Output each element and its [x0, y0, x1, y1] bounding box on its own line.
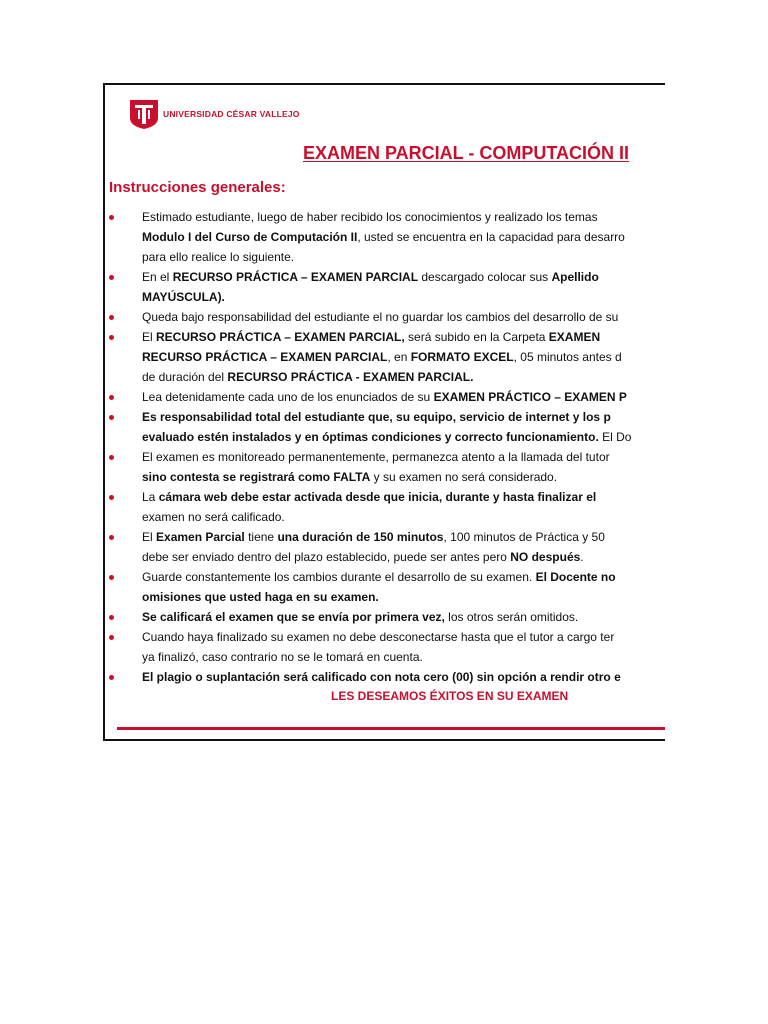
- instruction-text: , usted se encuentra en la capacidad para desarro: [357, 230, 625, 244]
- instruction-text: ya finalizó, caso contrario no se le tomará en cuenta.: [142, 650, 423, 664]
- instruction-line: [142, 667, 665, 687]
- bullet-icon: [109, 275, 114, 280]
- instruction-line: [142, 207, 665, 227]
- bold-text: Examen Parcial: [156, 530, 245, 544]
- instruction-line: [142, 227, 665, 247]
- instruction-text: El: [142, 330, 157, 344]
- bold-text: Apellido: [551, 270, 599, 284]
- instruction-text: para ello realice lo siguiente.: [142, 250, 295, 264]
- instruction-line: [142, 307, 665, 327]
- instruction-line: [142, 547, 665, 567]
- instruction-text: Lea detenidamente cada uno de los enunciados de su: [142, 390, 434, 404]
- instruction-line: [142, 487, 665, 507]
- instruction-text: En el: [142, 270, 173, 284]
- instruction-line: [142, 607, 665, 627]
- closing-message: LES DESEAMOS ÉXITOS EN SU EXAMEN: [331, 689, 569, 703]
- bullet-icon: [109, 395, 114, 400]
- bold-text: FORMATO EXCEL: [410, 350, 514, 364]
- instruction-line: [142, 387, 665, 407]
- exam-sheet: [103, 83, 665, 741]
- bold-text: sino contesta se registrará como FALTA: [142, 470, 371, 484]
- bold-text: una duración de 150 minutos: [277, 530, 444, 544]
- bold-text: EXAMEN PRÁCTICO – EXAMEN P: [433, 390, 627, 404]
- instruction-item: [105, 567, 665, 607]
- page-title: EXAMEN PARCIAL - COMPUTACIÓN II: [303, 143, 630, 163]
- bullet-icon: [109, 455, 114, 460]
- instruction-text: El Do: [598, 430, 632, 444]
- instruction-text: Guarde constantemente los cambios durante el desarrollo de su examen.: [142, 570, 536, 584]
- bold-text: NO después: [510, 550, 581, 564]
- instruction-text: La: [142, 490, 159, 504]
- instruction-text: , en: [387, 350, 411, 364]
- instruction-item: [105, 407, 665, 447]
- instruction-item: [105, 327, 665, 387]
- bold-text: EXAMEN: [548, 330, 601, 344]
- instructions-list: [105, 207, 665, 687]
- instruction-text: Cuando haya finalizado su examen no debe desconectarse hasta que el tutor a cargo ter: [142, 630, 615, 644]
- instruction-item: [105, 487, 665, 527]
- bold-text: RECURSO PRÁCTICA – EXAMEN PARCIAL,: [156, 330, 405, 344]
- instruction-text: será subido en la Carpeta: [404, 330, 549, 344]
- section-subtitle: Instrucciones generales:: [109, 179, 286, 196]
- instruction-line: [142, 467, 665, 487]
- logo-text: UNIVERSIDAD CÉSAR VALLEJO: [163, 109, 300, 119]
- instruction-text: tiene: [244, 530, 278, 544]
- university-logo: [129, 97, 300, 131]
- bold-text: Es responsabilidad total del estudiante que, su equipo, servicio de internet y los p: [142, 410, 611, 424]
- footer-divider: [117, 727, 665, 730]
- bullet-icon: [109, 535, 114, 540]
- instruction-item: [105, 307, 665, 327]
- bold-text: evaluado estén instalados y en óptimas condiciones y correcto funcionamiento.: [142, 430, 599, 444]
- instruction-line: [142, 507, 665, 527]
- bold-text: RECURSO PRÁCTICA - EXAMEN PARCIAL.: [227, 370, 474, 384]
- instruction-line: [142, 367, 665, 387]
- instruction-line: [142, 267, 665, 287]
- instruction-text: , 100 minutos de Práctica y 50: [443, 530, 605, 544]
- bullet-icon: [109, 635, 114, 640]
- instruction-text: Estimado estudiante, luego de haber recibido los conocimientos y realizado los temas: [142, 210, 598, 224]
- bullet-icon: [109, 215, 114, 220]
- instruction-text: El examen es monitoreado permanentemente, permanezca atento a la llamada del tutor: [142, 450, 610, 464]
- instruction-line: [142, 527, 665, 547]
- instruction-text: de duración del: [142, 370, 228, 384]
- bold-text: cámara web debe estar activada desde que inicia, durante y hasta finalizar el: [158, 490, 597, 504]
- instruction-line: [142, 647, 665, 667]
- bold-text: Modulo I del Curso de Computación II: [142, 230, 358, 244]
- bold-text: RECURSO PRÁCTICA – EXAMEN PARCIAL: [142, 350, 388, 364]
- instruction-text: debe ser enviado dentro del plazo establecido, puede ser antes pero: [142, 550, 511, 564]
- bold-text: El Docente no: [535, 570, 616, 584]
- bullet-icon: [109, 615, 114, 620]
- instruction-text: , 05 minutos antes d: [513, 350, 622, 364]
- instruction-line: [142, 627, 665, 647]
- instruction-line: [142, 587, 665, 607]
- instruction-line: [142, 567, 665, 587]
- instruction-line: [142, 447, 665, 467]
- instruction-line: [142, 347, 665, 367]
- instruction-text: .: [580, 550, 584, 564]
- instruction-text: Queda bajo responsabilidad del estudiante el no guardar los cambios del desarrollo de su: [142, 310, 619, 324]
- instruction-item: [105, 387, 665, 407]
- instruction-line: [142, 407, 665, 427]
- instruction-line: [142, 247, 665, 267]
- instruction-item: [105, 207, 665, 267]
- instruction-text: y su examen no será considerado.: [370, 470, 558, 484]
- bullet-icon: [109, 315, 114, 320]
- bold-text: Se calificará el examen que se envía por primera vez,: [142, 610, 445, 624]
- bullet-icon: [109, 495, 114, 500]
- instruction-text: los otros serán omitidos.: [444, 610, 579, 624]
- bullet-icon: [109, 335, 114, 340]
- instruction-item: [105, 267, 665, 307]
- instruction-text: El: [142, 530, 157, 544]
- bold-text: MAYÚSCULA).: [142, 290, 225, 304]
- instruction-item: [105, 607, 665, 627]
- instruction-item: [105, 627, 665, 667]
- instruction-item: [105, 447, 665, 487]
- ucv-shield-icon: [129, 98, 159, 130]
- instruction-line: [142, 427, 665, 447]
- instruction-item: [105, 667, 665, 687]
- instruction-line: [142, 287, 665, 307]
- bold-text: El plagio o suplantación será calificado con nota cero (00) sin opción a rendir otro e: [142, 670, 621, 684]
- instruction-line: [142, 327, 665, 347]
- bold-text: omisiones que usted haga en su examen.: [142, 590, 379, 604]
- bullet-icon: [109, 675, 114, 680]
- instruction-text: examen no será calificado.: [142, 510, 285, 524]
- bullet-icon: [109, 575, 114, 580]
- bold-text: RECURSO PRÁCTICA – EXAMEN PARCIAL: [172, 270, 419, 284]
- instruction-text: descargado colocar sus: [418, 270, 552, 284]
- bullet-icon: [109, 415, 114, 420]
- instruction-item: [105, 527, 665, 567]
